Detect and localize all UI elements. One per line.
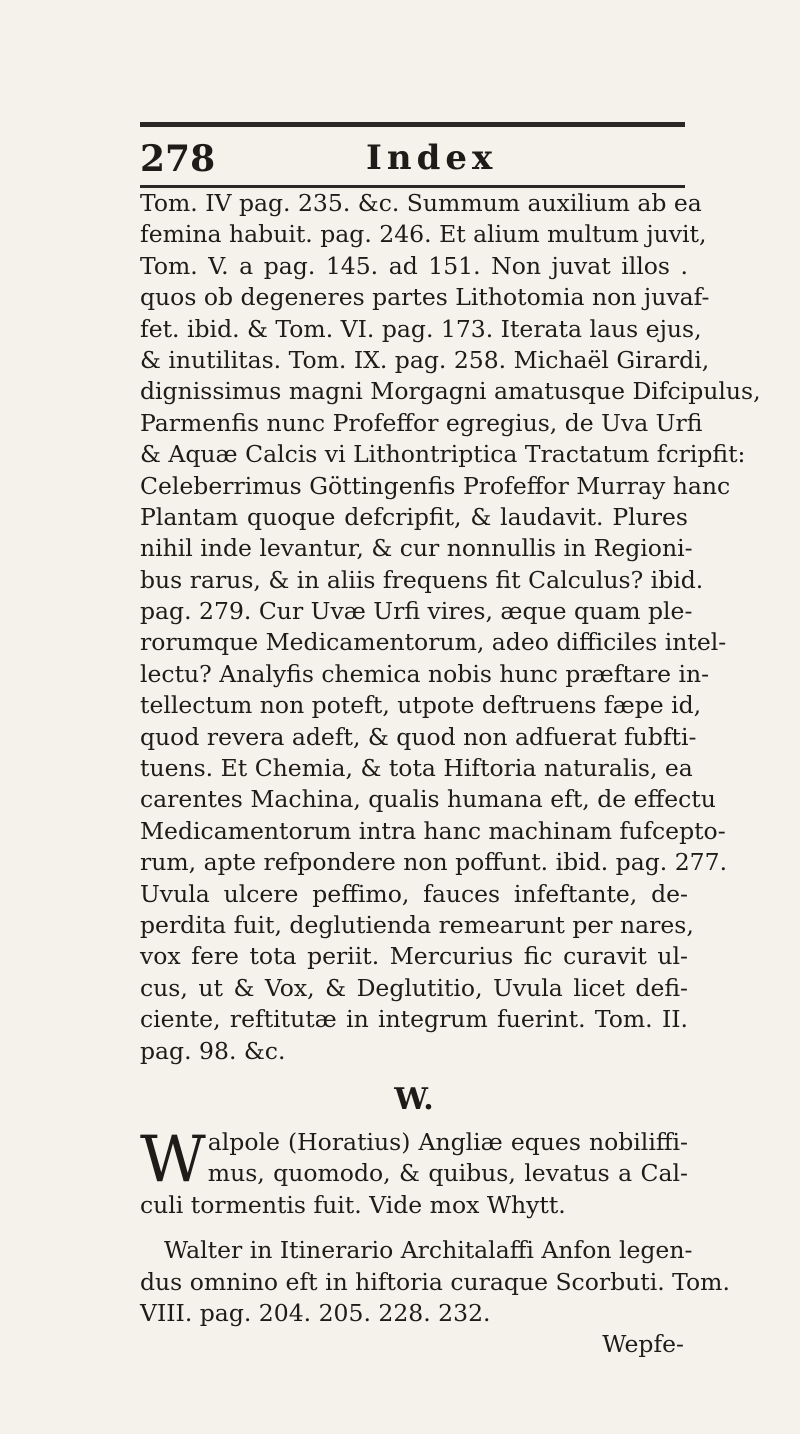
text-line: tuens. Et Chemia, & tota Hiftoria naturalis, ea [140,754,693,783]
text-line: lectu? Analyfis chemica nobis hunc præftare in- [140,659,710,688]
text-line: dus omnino eft in hiftoria curaque Scorbuti. Tom. [140,1267,730,1296]
text-line: & inutilitas. Tom. IX. pag. 258. Michaël Girardi, [140,345,710,374]
text-line: Plantam quoque defcripfit, & laudavit. Plures [140,502,688,531]
text-line: culi tormentis fuit. Vide mox Whytt. [140,1190,566,1219]
text-line: dignissimus magni Morgagni amatusque Difcipulus, [140,377,761,406]
text-line: & Aquæ Calcis vi Lithontriptica Tractatum fcripfit: [140,440,746,469]
entry-walter [140,1235,730,1329]
text-line: VIII. pag. 204. 205. 228. 232. [140,1298,491,1327]
entry-uvula [140,879,694,1067]
text-line: Celeberrimus Göttingenfis Profeffor Murray hanc [140,471,731,500]
text-line: cus, ut & Vox, & Deglutitio, Uvula licet defi- [140,973,688,1002]
text-line: Parmenfis nunc Profeffor egregius, de Uva Urfi [140,408,703,437]
entry-walpole [140,1122,688,1221]
text-line: perdita fuit, deglutienda remearunt per nares, [140,910,694,939]
index-body [140,188,761,1361]
text-line: quod revera adeft, & quod non adfuerat fubfti- [140,722,697,751]
text-line: vox fere tota periit. Mercurius fic curavit ul- [140,942,688,971]
text-line: nihil inde levantur, & cur nonnullis in Regioni- [140,534,693,563]
text-line: Uvula ulcere peffimo, fauces infeftante, de- [140,879,688,908]
text-line: femina habuit. pag. 246. Et alium multum juvit, [140,220,707,249]
text-line: Tom. IV pag. 235. &c. Summum auxilium ab ea [140,189,702,217]
text-line: rum, apte refpondere non poffunt. ibid. pag. 277. [140,848,728,877]
text-line: mus, quomodo, & quibus, levatus a Cal- [207,1159,688,1188]
catchword: Wepfe- [602,1330,684,1359]
text-line: Medicamentorum intra hanc machinam fufcepto- [140,816,726,845]
text-line: tellectum non poteft, utpote deftruens fæpe id, [140,691,702,720]
drop-capital: W [140,1122,206,1197]
running-title: Index [366,138,498,178]
text-line: bus rarus, & in aliis frequens fit Calculus? ibid. [140,565,704,594]
text-line: ciente, reftitutæ in integrum fuerint. Tom. II. [140,1005,688,1034]
page-number: 278 [140,138,216,180]
text-line: alpole (Horatius) Angliæ eques nobiliffi- [207,1127,688,1156]
text-line: Tom. V. a pag. 145. ad 151. Non juvat illos . [140,251,688,280]
text-line: pag. 279. Cur Uvæ Urfi vires, æque quam ple- [140,597,693,626]
text-line: fet. ibid. & Tom. VI. pag. 173. Iterata laus ejus, [140,314,702,343]
text-line: Walter in Itinerario Architalaffi Anfon legen- [164,1236,693,1265]
entry-tom-iv [140,188,761,879]
top-rule [140,122,685,127]
text-line: carentes Machina, qualis humana eft, de effectu [140,785,716,814]
text-line: rorumque Medicamentorum, adeo difficiles intel- [140,628,727,657]
text-line: pag. 98. &c. [140,1036,286,1065]
page-header [140,138,685,182]
section-letter: W. [394,1081,434,1117]
text-line: quos ob degeneres partes Lithotomia non juvaf- [140,283,710,312]
